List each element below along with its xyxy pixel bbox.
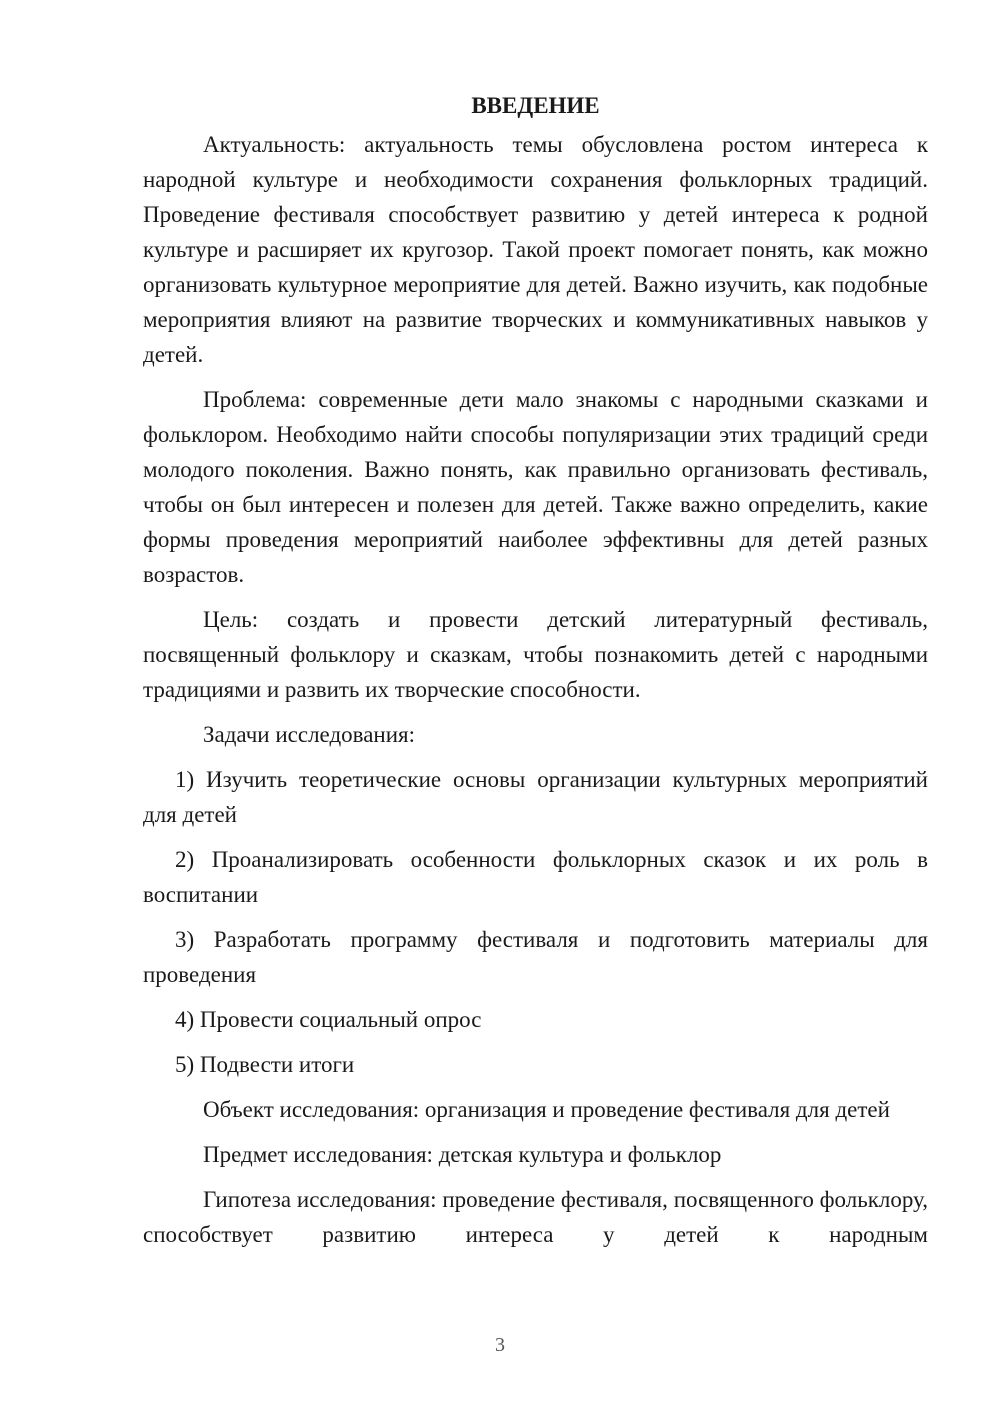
page-title: ВВЕДЕНИЕ — [471, 93, 600, 118]
list-item: 4) Провести социальный опрос — [175, 1007, 482, 1032]
paragraph-subject: Предмет исследования: детская культура и фольклор — [203, 1142, 722, 1167]
list-item: 5) Подвести итоги — [175, 1052, 355, 1077]
tasks-title: Задачи исследования: — [203, 722, 416, 747]
paragraph-object: Объект исследования: организация и проведение фестиваля для детей — [203, 1097, 890, 1122]
paragraph-goal: Цель: создать и провести детский литературный фестиваль, посвященный фольклору и сказкам, чтобы познакомить детей с народными традициями и развить их творческие способности. — [143, 607, 928, 702]
list-item: 2) Проанализировать особенности фольклорных сказок и их роль в воспитании — [143, 847, 928, 907]
paragraph-hypothesis: Гипотеза исследования: проведение фестиваля, посвященного фольклору, способствует развитию интереса у детей к народным — [143, 1187, 928, 1247]
page-number: 3 — [495, 1334, 505, 1356]
paragraph-relevance: Актуальность: актуальность темы обусловлена ростом интереса к народной культуре и необходимости сохранения фольклорных традиций. Проведение фестиваля способствует развитию у детей интереса к родной культуре и расширяет их кругозор. Такой проект помогает понять, как можно организовать культурное мероприятие для детей. Важно изучить, как подобные мероприятия влияют на развитие творческих и коммуникативных навыков у детей. — [143, 132, 928, 367]
list-item: 1) Изучить теоретические основы организации культурных мероприятий для детей — [143, 767, 928, 827]
document-page — [143, 88, 928, 1262]
paragraph-problem: Проблема: современные дети мало знакомы с народными сказками и фольклором. Необходимо найти способы популяризации этих традиций среди молодого поколения. Важно понять, как правильно организовать фестиваль, чтобы он был интересен и полезен для детей. Также важно определить, какие формы проведения мероприятий наиболее эффективны для детей разных возрастов. — [143, 387, 928, 587]
list-item: 3) Разработать программу фестиваля и подготовить материалы для проведения — [143, 927, 928, 987]
